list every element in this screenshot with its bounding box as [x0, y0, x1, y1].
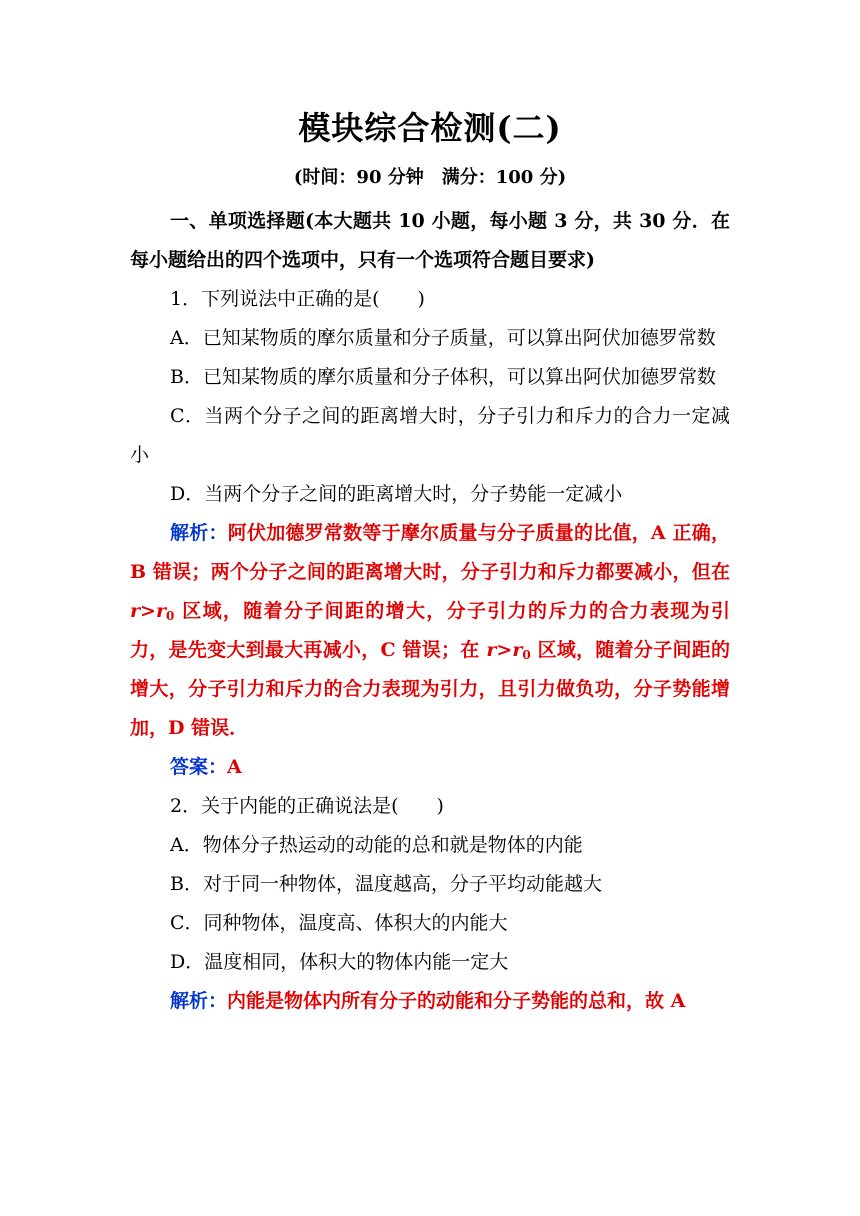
q1-analysis-text-2: 区域，随着分子间距的增大，分子引力的斥力的合力表现为引力，是先变大到最大再减小，C 错误；在 [130, 600, 730, 661]
q1-analysis-r0-b: r [512, 639, 523, 661]
q1-analysis-sub0: 0 [165, 609, 175, 623]
q1-analysis-r0: r [155, 600, 166, 622]
q1-stem: 1．下列说法中正确的是( ) [170, 288, 425, 310]
q2-analysis-label: 解析： [170, 990, 228, 1012]
q1-analysis [130, 514, 730, 748]
document-page [130, 100, 730, 1021]
q1-option-b: B．已知某物质的摩尔质量和分子体积，可以算出阿伏加德罗常数 [170, 366, 716, 388]
q1-option-a: A．已知某物质的摩尔质量和分子质量，可以算出阿伏加德罗常数 [170, 327, 716, 349]
q2-analysis-text-1: 内能是物体内所有分子的动能和分子势能的总和，故 A [227, 990, 686, 1012]
q1-analysis-text-1: 阿伏加德罗常数等于摩尔质量与分子质量的比值，A 正确，B 错误；两个分子之间的距离增大时，分子引力和斥力都要减小，但在 [130, 522, 730, 583]
q2-option-b: B．对于同一种物体，温度越高，分子平均动能越大 [170, 873, 602, 895]
q1-analysis-gt: > [140, 600, 156, 622]
section-heading [130, 202, 730, 280]
q1-analysis-sub0-b: 0 [522, 648, 531, 662]
q1-analysis-r-b: r [486, 639, 497, 661]
q1-analysis-text-3: 区域，随着分子间距的增大，分子引力和斥力的合力表现为引力，且引力做负功，分子势能增加，D 错误． [130, 639, 730, 739]
q1-analysis-r: r [130, 600, 141, 622]
q1-answer [130, 748, 730, 787]
q2-analysis [130, 982, 730, 1021]
q1-answer-value: A [227, 756, 242, 778]
q2-stem: 2．关于内能的正确说法是( ) [170, 795, 444, 817]
page-title: 模块综合检测(二) [298, 109, 562, 147]
q2-option-a: A．物体分子热运动的动能的总和就是物体的内能 [170, 834, 583, 856]
q1-analysis-label: 解析： [170, 522, 228, 544]
section-heading-label: 一、单项选择题 [170, 210, 305, 232]
section-note: (本大题共 10 小题，每小题 3 分，共 30 分．在每小题给出的四个选项中，只有一个选项符合题目要求) [130, 210, 730, 271]
q1-answer-label: 答案： [170, 756, 228, 778]
q1-analysis-gt-b: > [496, 639, 513, 661]
q2-option-c: C．同种物体，温度高、体积大的内能大 [170, 912, 508, 934]
q1-option-d: D．当两个分子之间的距离增大时，分子势能一定减小 [170, 483, 623, 505]
exam-info: (时间：90 分钟 满分：100 分) [293, 167, 567, 188]
q2-option-d: D．温度相同，体积大的物体内能一定大 [170, 951, 509, 973]
q1-option-c: C．当两个分子之间的距离增大时，分子引力和斥力的合力一定减小 [130, 405, 730, 466]
